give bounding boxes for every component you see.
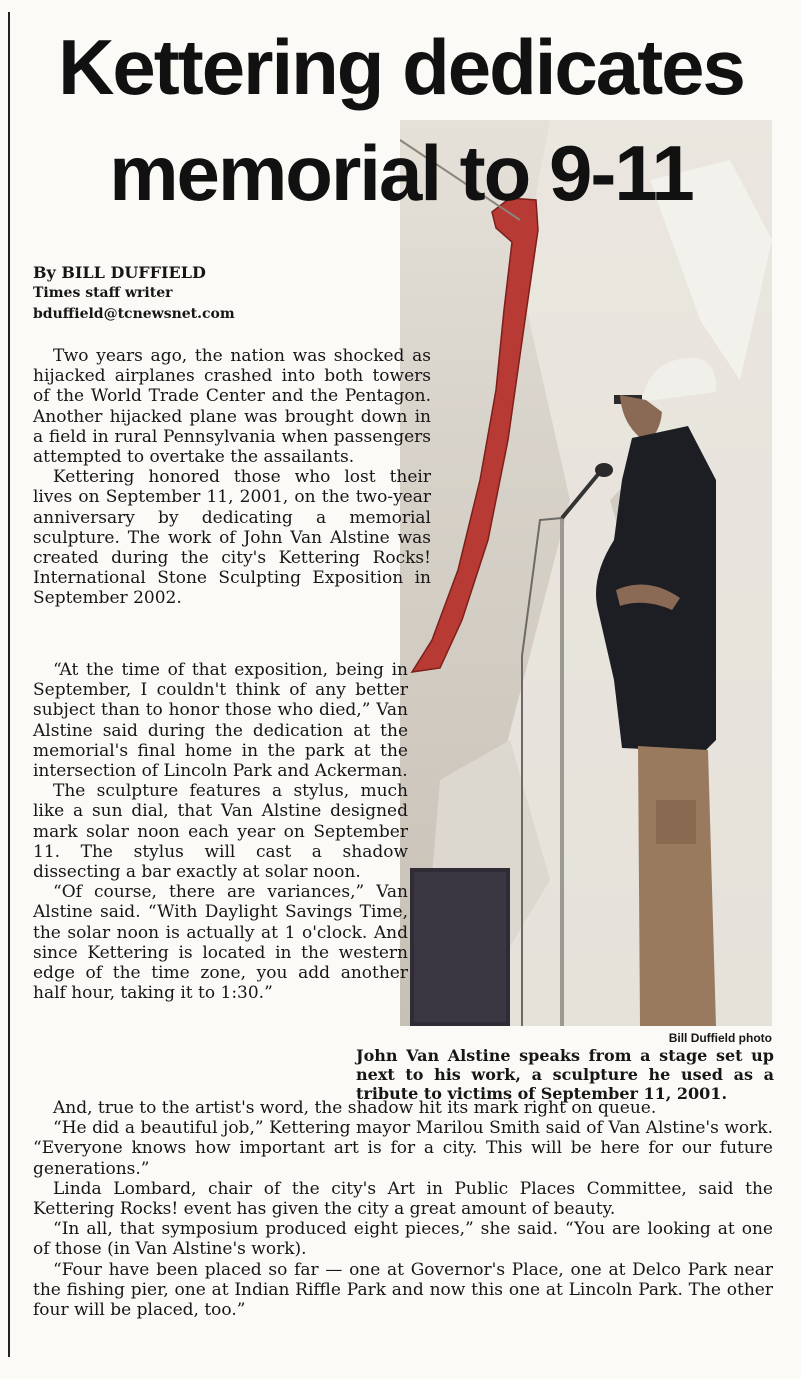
article-paragraph: The sculpture features a stylus, much like a sun dial, that Van Alstine designed mark solar noon each year on September 11. The stylus will cast a shadow dissecting a bar exactly at solar noon. [33, 781, 408, 883]
article-paragraph: “In all, that symposium produced eight pieces,” she said. “You are looking at one of those (in Van Alstine's work). [33, 1219, 773, 1260]
article-column-middle [33, 660, 408, 1003]
article-paragraph: “He did a beautiful job,” Kettering mayor Marilou Smith said of Van Alstine's work. “Everyone knows how important art is for a city. This will be here for our future generations.” [33, 1118, 773, 1179]
article-column-lower [33, 1098, 773, 1320]
headline: Kettering dedicates memorial to 9-11 [58, 23, 744, 217]
article-paragraph: And, true to the artist's word, the shadow hit its mark right on queue. [53, 1098, 657, 1118]
photo-caption: John Van Alstine speaks from a stage set up next to his work, a sculpture he used as a tribute to victims of September 11, 2001. [356, 1046, 774, 1103]
article-paragraph: Two years ago, the nation was shocked as hijacked airplanes crashed into both towers of the World Trade Center and the Pentagon. Another hijacked plane was brought down in a field in rural Pennsylvania when passengers attempted to overtake the assailants. [33, 346, 431, 468]
column-rule [8, 12, 10, 1357]
byline-email[interactable]: bduffield@tcnewsnet.com [33, 306, 235, 322]
article-column-upper [33, 346, 431, 609]
article-paragraph: Linda Lombard, chair of the city's Art in Public Places Committee, said the Kettering Rocks! event has given the city a great amount of beauty. [33, 1178, 773, 1220]
byline [33, 262, 363, 325]
article-paragraph: “Four have been placed so far — one at Governor's Place, one at Delco Park near the fishing pier, one at Indian Riffle Park and now this one at Lincoln Park. The other four will be placed, too.” [33, 1259, 773, 1321]
byline-author: By BILL DUFFIELD [33, 263, 206, 282]
photo-credit: Bill Duffield photo [668, 1031, 772, 1045]
article-photo [400, 120, 772, 1026]
photo-illustration [400, 120, 772, 1026]
article-paragraph: “At the time of that exposition, being in September, I couldn't think of any better subject than to honor those who died,” Van Alstine said during the dedication at the memorial's final home in the park at the intersection of Lincoln Park and Ackerman. [33, 660, 408, 782]
article-paragraph: Kettering honored those who lost their lives on September 11, 2001, on the two-year anniversary by dedicating a memorial sculpture. The work of John Van Alstine was created during the city's Kettering Rocks! International Stone Sculpting Exposition in September 2002. [33, 467, 431, 609]
byline-role: Times staff writer [33, 285, 173, 301]
article-paragraph: “Of course, there are variances,” Van Alstine said. “With Daylight Savings Time, the solar noon is actually at 1 o'clock. And since Kettering is located in the western edge of the time zone, you add another half hour, taking it to 1:30.” [33, 882, 408, 1004]
